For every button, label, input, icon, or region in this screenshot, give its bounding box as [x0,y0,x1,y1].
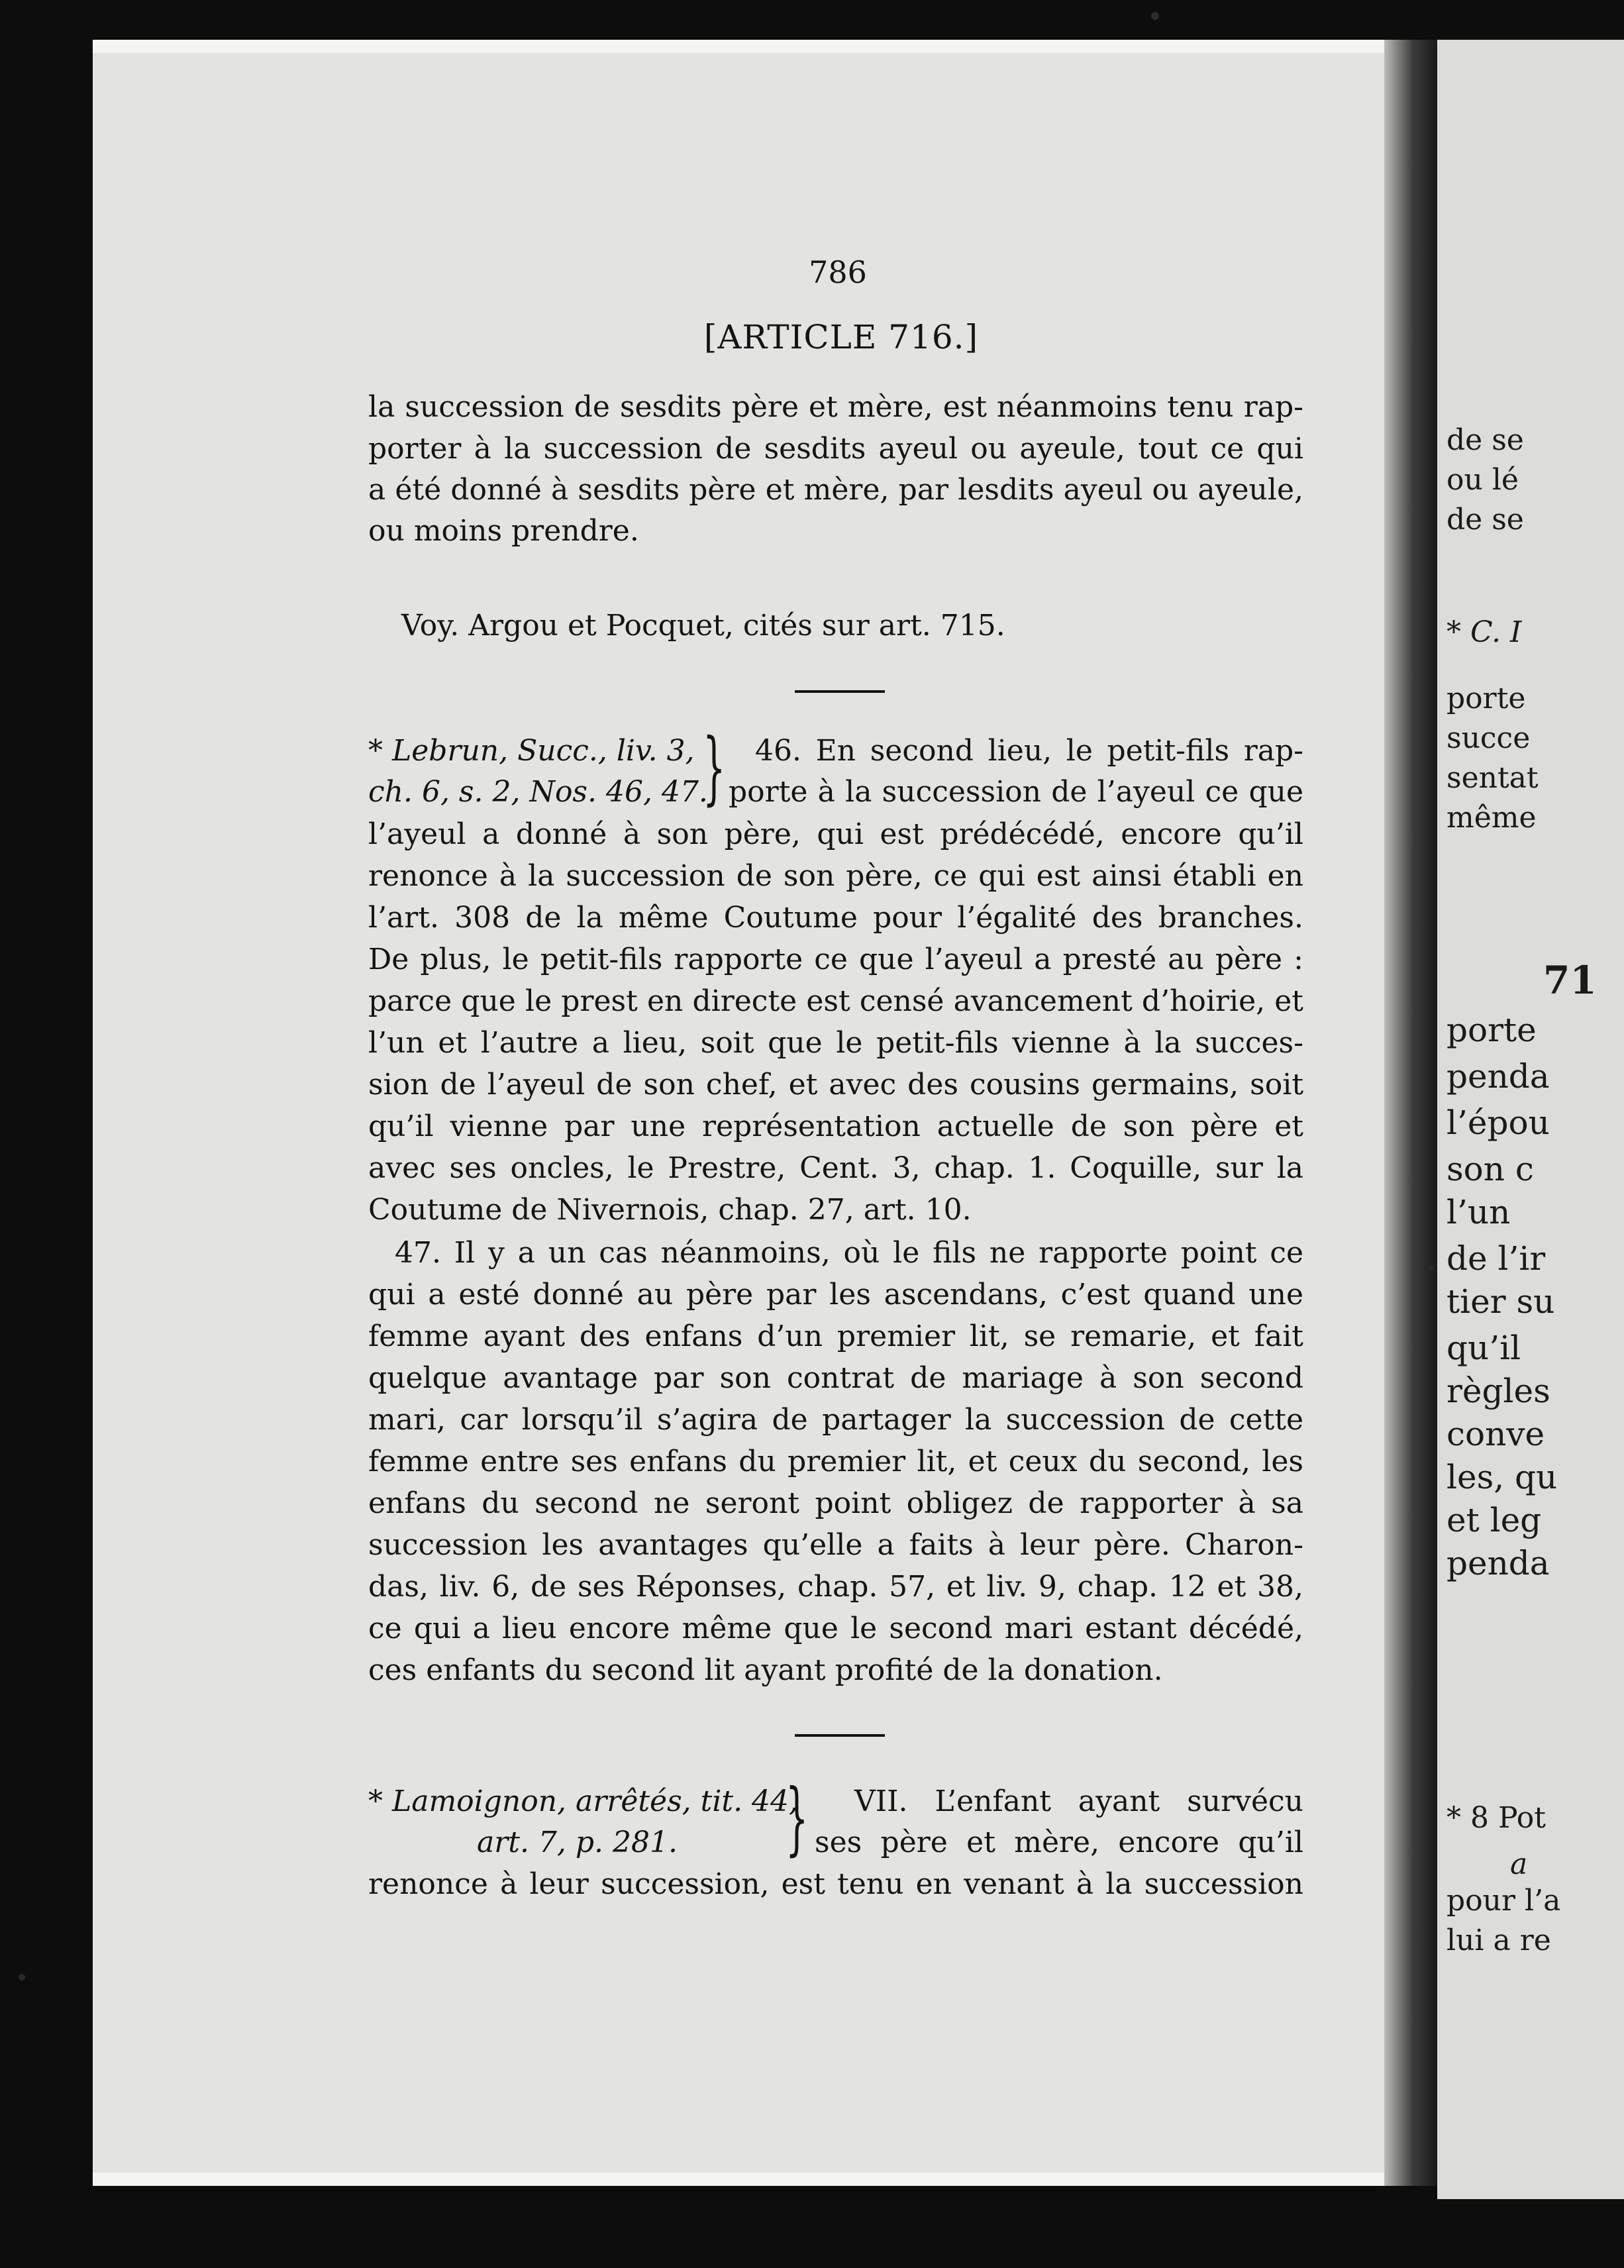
brace: } [702,722,726,814]
text-line: das, liv. 6, de ses Réponses, chap. 57, et liv. 9, chap. 12 et 38, [368,1570,1303,1604]
adjacent-line: son c [1446,1150,1534,1188]
reference-line: Voy. Argou et Pocquet, cités sur art. 715. [401,609,1005,643]
scan-speck [19,1974,25,1981]
source-citation: * Lebrun, Succ., liv. 3, [368,734,695,768]
section-rule [795,690,885,693]
text-line: qu’il vienne par une représentation actuelle de son père et [368,1109,1303,1143]
adjacent-page [1437,40,1624,2199]
text-line: la succession de sesdits père et mère, est néanmoins tenu rap- [368,390,1303,424]
text-line: l’ayeul a donné à son père, qui est prédécédé, encore qu’il [368,817,1303,851]
text-line: 46. En second lieu, le petit-fils rap- [755,734,1303,768]
text-line: avec ses oncles, le Prestre, Cent. 3, chap. 1. Coquille, sur la [368,1151,1303,1185]
scan-speck [1428,1265,1433,1270]
text-line: porte à la succession de l’ayeul ce que [729,775,1303,809]
adjacent-line: pour l’a [1446,1884,1561,1918]
adjacent-line: penda [1446,1057,1550,1096]
source-citation: ch. 6, s. 2, Nos. 46, 47. [368,775,708,809]
text-line: porter à la succession de sesdits ayeul ou ayeule, tout ce qui [368,432,1303,466]
text-line: 47. Il y a un cas néanmoins, où le fils ne rapporte point ce [395,1236,1303,1270]
text-line: femme ayant des enfans d’un premier lit, se remarie, et fait [368,1319,1303,1353]
text-line: Coutume de Nivernois, chap. 27, art. 10. [368,1193,972,1227]
page-number: 786 [809,254,867,290]
text-line: quelque avantage par son contrat de mariage à son second [368,1361,1303,1395]
adjacent-line: ou lé [1446,463,1519,497]
adjacent-line: et leg [1446,1501,1542,1539]
adjacent-line: 71 [1543,958,1597,1003]
text-line: l’un et l’autre a lieu, soit que le petit-fils vienne à la succes- [368,1026,1303,1060]
text-line: l’art. 308 de la même Coutume pour l’égalité des branches. [368,901,1303,935]
adjacent-line: l’épou [1446,1104,1550,1142]
text-line: ou moins prendre. [368,514,639,548]
scan-border-top [0,0,1624,40]
text-line: parce que le prest en directe est censé avancement d’hoirie, et [368,984,1303,1018]
source-citation: art. 7, p. 281. [477,1826,678,1859]
text-line: VII. L’enfant ayant survécu [854,1784,1303,1818]
text-line: ces enfants du second lit ayant profité de la donation. [368,1653,1163,1687]
text-line: sion de l’ayeul de son chef, et avec des cousins germains, soit [368,1068,1303,1102]
scan-border-left [0,0,93,2268]
article-heading: [ARTICLE 716.] [703,318,979,356]
adjacent-line: l’un [1446,1193,1511,1231]
text-line: De plus, le petit-fils rapporte ce que l’ayeul a presté au père : [368,943,1303,976]
adjacent-line: les, qu [1446,1458,1558,1496]
brace: } [785,1773,809,1865]
adjacent-line: règles [1446,1372,1550,1410]
section-rule [795,1734,885,1737]
text-line: renonce à leur succession, est tenu en venant à la succession [368,1867,1303,1901]
source-citation: * Lamoignon, arrêtés, tit. 44, [368,1784,799,1818]
text-line: qui a esté donné au père par les ascendans, c’est quand une [368,1278,1303,1312]
adjacent-line: * 8 Pot [1446,1801,1546,1835]
adjacent-line: de se [1446,423,1524,457]
adjacent-line: tier su [1446,1282,1555,1321]
text-line: mari, car lorsqu’il s’agira de partager la succession de cette [368,1403,1303,1437]
adjacent-line: de se [1446,503,1524,537]
adjacent-line: de l’ir [1446,1239,1546,1278]
text-line: ses père et mère, encore qu’il [815,1826,1303,1859]
text-line: succession les avantages qu’elle a faits à leur père. Charon- [368,1528,1303,1562]
adjacent-line: penda [1446,1544,1550,1582]
adjacent-line: lui a re [1446,1924,1551,1957]
adjacent-line: * C. I [1446,615,1522,649]
adjacent-line: qu’il [1446,1329,1521,1367]
scan-border-bottom [0,2186,1624,2268]
text-line: ce qui a lieu encore même que le second mari estant décédé, [368,1612,1303,1645]
adjacent-line: succe [1446,721,1531,755]
adjacent-line: porte [1446,682,1526,715]
adjacent-line: même [1446,801,1537,835]
adjacent-line: conve [1446,1415,1545,1453]
book-gutter [1384,40,1437,2186]
scan-speck [1151,12,1159,20]
text-line: renonce à la succession de son père, ce qui est ainsi établi en [368,859,1303,893]
adjacent-line: porte [1446,1011,1537,1049]
text-line: enfans du second ne seront point obligez de rapporter à sa [368,1486,1303,1520]
adjacent-line: a [1510,1847,1528,1881]
adjacent-line: sentat [1446,761,1539,795]
text-line: femme entre ses enfans du premier lit, et ceux du second, les [368,1445,1303,1478]
text-line: a été donné à sesdits père et mère, par lesdits ayeul ou ayeule, [368,473,1303,507]
